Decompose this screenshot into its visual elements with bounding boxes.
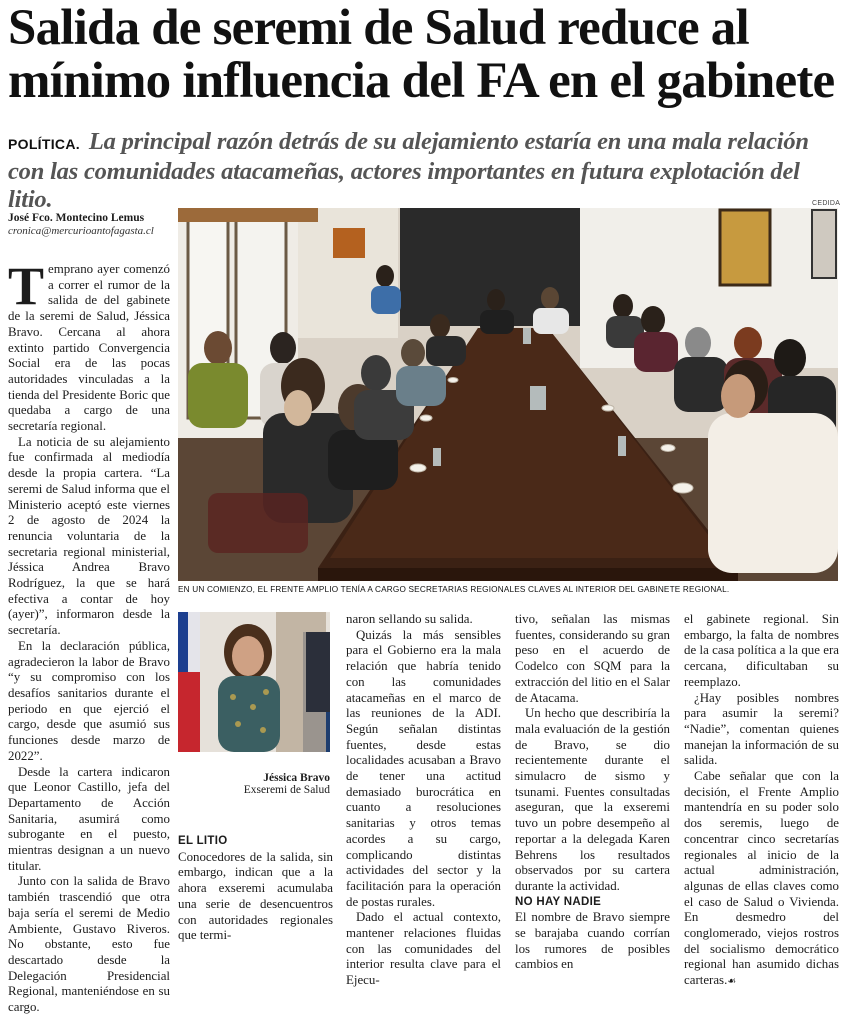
portrait-role: Exseremi de Salud <box>243 784 330 796</box>
paragraph: Un hecho que describiría la mala evaluación de la gestión de Bravo, se dio recientemente durante el simulacro de sismo y tsunami. Fuentes consultadas aseguran, que la exseremi tuvo un pobre desempeño al reportar a la delegada Karen Behrens los resultados observados por su cartera durante la actividad. <box>515 706 670 893</box>
paragraph: tivo, señalan las mismas fuentes, considerando su gran peso en el acuerdo de Codelco con SQM para la extracción del litio en el Salar de Atacama. <box>515 612 670 705</box>
dropcap: T <box>8 256 45 316</box>
paragraph: Quizás la más sensibles para el Gobierno era la mala relación que habría tenido con las comunidades atacameñas en el marco de las reuniones de la ADI. Según señalan distintas fuentes, desde estas localidades acusaban a Bravo de tener una actitud demasiado burocrática en cuanto a resoluciones sanitarias y otros temas acordes a su cargo, complicando distintas actividades del sector y la facilitación para la operación de postas rurales. <box>346 627 501 909</box>
subhead-el-litio: EL LITIO <box>178 835 228 847</box>
author-name: José Fco. Montecino Lemus <box>8 212 145 224</box>
body-column-1 <box>8 256 170 1016</box>
paragraph: Cabe señalar que con la decisión, el Frente Amplio mantendría en su poder solo dos seremis, luego de concentrar cinco secretarías regionales al inicio de la actual administración, algunas de ellas claves como el caso de Salud o Vivienda. En desmedro del conglomerado, viejos rostros del socialismo democrático regional han asumido dichas carteras.☙ <box>684 769 839 988</box>
subhead-no-hay-nadie: NO HAY NADIE <box>515 895 602 908</box>
photo-caption: EN UN COMIENZO, EL FRENTE AMPLIO TENÍA A CARGO SECRETARIAS REGIONALES CLAVES AL INTERIOR DEL GABINETE REGIONAL. <box>178 585 730 594</box>
section-label: POLÍTICA. <box>8 136 80 152</box>
paragraph: ¿Hay posibles nombres para asumir la seremi? “Nadie”, comentan quienes manejan la información de su salida. <box>684 690 839 768</box>
deck-text: La principal razón detrás de su alejamiento estaría en una mala relación con las comunidades atacameñas, actores importantes en futura explotación del litio. <box>8 128 809 213</box>
body-column-4 <box>515 612 670 973</box>
body-column-5 <box>684 612 839 990</box>
paragraph: Temprano ayer comenzó a correr el rumor de la salida de del gabinete de la seremi de Salud, Jéssica Bravo. Cercana al ahora extinto partido Convergencia Social era de las pocas autoridades vinculadas a la tienda del Presidente Boric que quedaba a cargo de una secretaría regional. <box>8 256 170 434</box>
portrait-caption <box>180 772 330 796</box>
paragraph: Conocedores de la salida, sin embargo, indican que a la ahora exseremi acumulaba una serie de desencuentros con autoridades regionales que termi- <box>178 849 333 943</box>
end-mark-icon: ☙ <box>727 976 737 988</box>
paragraph: el gabinete regional. Sin embargo, la falta de nombres de la casa política a la que era cercana, dificultaban su reemplazo. <box>684 612 839 689</box>
portrait-photo <box>178 612 330 752</box>
photo-credit: CEDIDA <box>812 200 841 207</box>
paragraph: La noticia de su alejamiento fue confirmada al mediodía desde la propia cartera. “La seremi de Salud informa que el Ministerio aceptó este viernes 2 de agosto de 2024 la renuncia voluntaria de la secretaria regional ministerial, Jéssica Andrea Bravo Rodríguez, la que se hará efectiva a contar de hoy (ayer)”, informaron desde la secretaría. <box>8 434 170 638</box>
meeting-photo <box>178 208 838 581</box>
wall-portrait <box>812 210 836 278</box>
paragraph: En la declaración pública, agradecieron la labor de Bravo “y su compromiso con los desafíos sanitarios durante el periodo en que ejerció el cargo, desde que asumió sus funciones desde marzo de 2022”. <box>8 638 170 763</box>
paragraph: Dado el actual contexto, mantener relaciones fluidas con las comunidades del interior resulta clave para el Ejecu- <box>346 910 501 988</box>
paragraph: naron sellando su salida. <box>346 612 473 626</box>
body-column-3 <box>346 612 501 989</box>
headline: Salida de seremi de Salud reduce al mínimo influencia del FA en el gabinete <box>8 0 835 109</box>
wall-painting-right <box>720 210 770 285</box>
author-email[interactable]: cronica@mercurioantofagasta.cl <box>8 225 154 237</box>
paragraph: El nombre de Bravo siempre se barajaba cuando corrían los rumores de posibles cambios en <box>515 910 670 972</box>
wall-painting-left <box>333 228 365 258</box>
body-column-2 <box>178 834 333 944</box>
paragraph: Junto con la salida de Bravo también trascendió que otra baja sería el seremi de Medio Ambiente, Gustavo Riveros. No obstante, esto fue descartado desde la Delegación Presidencial Regional, manteniéndose en su cargo. <box>8 874 170 1015</box>
portrait-name: Jéssica Bravo <box>263 772 330 784</box>
deck <box>8 128 844 214</box>
byline <box>8 212 178 237</box>
paragraph: Desde la cartera indicaron que Leonor Castillo, jefa del Departamento de Acción Sanitaria, asumirá como subrogante en el puesto, mientras designan a un nuevo titular. <box>8 764 170 873</box>
